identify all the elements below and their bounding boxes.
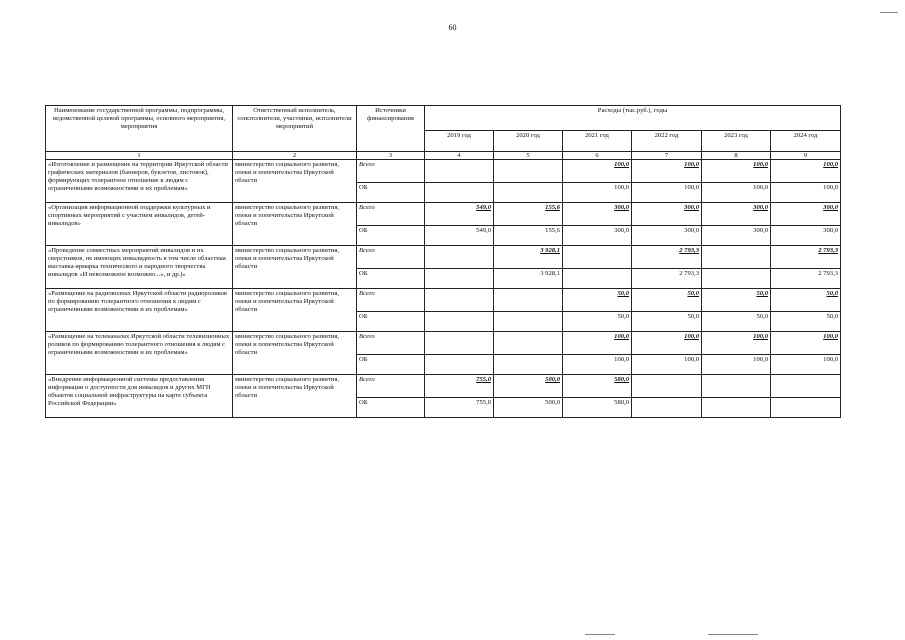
ob-value: 100,0	[563, 183, 632, 203]
ob-value	[425, 269, 494, 289]
col-header-source: Источники финансирования	[357, 106, 425, 152]
source-total-label: Всего	[357, 203, 425, 226]
ob-value: 755,0	[425, 398, 494, 418]
column-number-row	[46, 152, 841, 160]
total-value	[563, 246, 632, 269]
total-value: 100,0	[702, 160, 771, 183]
source-total-label: Всего	[357, 246, 425, 269]
ob-value: 50,0	[771, 312, 841, 332]
executor: министерство социального развития, опеки и попечительства Иркутской области	[233, 375, 357, 418]
column-number: 8	[702, 152, 771, 160]
source-ob-label: ОБ	[357, 398, 425, 418]
col-header-name: Наименование государственной программы, подпрограммы, ведомственной целевой программы, основного мероприятия, мероприятия	[46, 106, 233, 152]
total-value: 155,6	[494, 203, 563, 226]
ob-value	[702, 269, 771, 289]
total-value: 50,0	[563, 289, 632, 312]
total-value	[771, 375, 841, 398]
year-header: 2021 год	[563, 131, 632, 152]
ob-value: 2 793,3	[771, 269, 841, 289]
executor: министерство социального развития, опеки и попечительства Иркутской области	[233, 203, 357, 246]
activity-name: «Изготовление и размещение на территории Иркутской области графических материалов (баннеров, буклетов, листовок), формирующих толерантное отношение к людям с ограниченными возможностями и их проблемам»	[46, 160, 233, 203]
source-total-label: Всего	[357, 160, 425, 183]
ob-value: 300,0	[632, 226, 702, 246]
ob-value	[563, 269, 632, 289]
total-value	[494, 289, 563, 312]
activity-name: «Размещение на радиоволнах Иркутской области радиороликов по формированию толерантного отношения к людям с ограниченными возможностями и их проблемам»	[46, 289, 233, 332]
activity-name: «Размещение на телеканалах Иркутской области телевизионных роликов по формированию толерантного отношения к людям с ограниченными возможностями и их проблемам»	[46, 332, 233, 375]
ob-value: 100,0	[702, 355, 771, 375]
total-value: 100,0	[632, 160, 702, 183]
source-ob-label: ОБ	[357, 312, 425, 332]
ob-value: 50,0	[563, 312, 632, 332]
executor: министерство социального развития, опеки и попечительства Иркутской области	[233, 246, 357, 289]
scan-mark	[880, 12, 898, 13]
ob-value: 3 928,1	[494, 269, 563, 289]
ob-value: 100,0	[771, 355, 841, 375]
year-header: 2024 год	[771, 131, 841, 152]
total-value: 300,0	[771, 203, 841, 226]
total-value: 100,0	[771, 332, 841, 355]
total-value: 100,0	[632, 332, 702, 355]
ob-value: 100,0	[632, 183, 702, 203]
year-header: 2020 год	[494, 131, 563, 152]
ob-value: 155,6	[494, 226, 563, 246]
total-value: 100,0	[771, 160, 841, 183]
scan-mark	[585, 634, 615, 635]
total-value	[425, 289, 494, 312]
total-value: 580,0	[563, 375, 632, 398]
activity-name: «Внедрение информационной системы предоставления информации о доступности для инвалидов и других МГН объектов социальной инфраструктуры на карте субъекта Российской Федерации»	[46, 375, 233, 418]
activity-name: «Проведение совместных мероприятий инвалидов и их сверстников, не имеющих инвалидность в том числе областная выставка-ярмарка технического и народного творчества инвалидов «И невозможное возможно...», и др.)»	[46, 246, 233, 289]
ob-value: 300,0	[563, 226, 632, 246]
ob-value: 100,0	[771, 183, 841, 203]
year-header: 2022 год	[632, 131, 702, 152]
ob-value	[494, 355, 563, 375]
ob-value: 300,0	[771, 226, 841, 246]
table-row	[46, 289, 841, 312]
ob-value	[494, 183, 563, 203]
total-value	[494, 160, 563, 183]
ob-value	[494, 312, 563, 332]
total-value	[425, 160, 494, 183]
total-value: 3 928,1	[494, 246, 563, 269]
total-value: 50,0	[702, 289, 771, 312]
budget-table	[45, 105, 841, 418]
ob-value: 100,0	[632, 355, 702, 375]
col-header-expenses: Расходы (тыс.руб.), годы	[425, 106, 841, 131]
ob-value	[425, 183, 494, 203]
total-value: 300,0	[563, 203, 632, 226]
total-value: 2 793,3	[771, 246, 841, 269]
table-row	[46, 203, 841, 226]
executor: министерство социального развития, опеки и попечительства Иркутской области	[233, 160, 357, 203]
year-header: 2019 год	[425, 131, 494, 152]
executor: министерство социального развития, опеки и попечительства Иркутской области	[233, 332, 357, 375]
column-number: 4	[425, 152, 494, 160]
header-row	[46, 106, 841, 131]
total-value: 300,0	[632, 203, 702, 226]
source-total-label: Всего	[357, 289, 425, 312]
table-row	[46, 332, 841, 355]
column-number: 3	[357, 152, 425, 160]
total-value: 300,0	[702, 203, 771, 226]
activity-name: «Организация информационной поддержки культурных и спортивных мероприятий с участием инвалидов, детей-инвалидов»	[46, 203, 233, 246]
table-row	[46, 375, 841, 398]
total-value	[632, 375, 702, 398]
ob-value: 2 793,3	[632, 269, 702, 289]
column-number: 7	[632, 152, 702, 160]
year-header: 2023 год	[702, 131, 771, 152]
executor: министерство социального развития, опеки и попечительства Иркутской области	[233, 289, 357, 332]
total-value	[425, 332, 494, 355]
column-number: 5	[494, 152, 563, 160]
ob-value: 50,0	[702, 312, 771, 332]
total-value	[494, 332, 563, 355]
table-row	[46, 246, 841, 269]
column-number: 1	[46, 152, 233, 160]
ob-value: 100,0	[563, 355, 632, 375]
ob-value: 300,0	[702, 226, 771, 246]
source-ob-label: ОБ	[357, 183, 425, 203]
source-total-label: Всего	[357, 375, 425, 398]
ob-value	[425, 355, 494, 375]
column-number: 9	[771, 152, 841, 160]
total-value: 2 793,3	[632, 246, 702, 269]
source-ob-label: ОБ	[357, 269, 425, 289]
column-number: 6	[563, 152, 632, 160]
ob-value	[425, 312, 494, 332]
column-number: 2	[233, 152, 357, 160]
col-header-executor: Ответственный исполнитель, соисполнители, участники, исполнители мероприятий	[233, 106, 357, 152]
total-value	[425, 246, 494, 269]
page-number: 60	[448, 23, 457, 32]
scan-mark	[708, 634, 758, 635]
total-value: 100,0	[702, 332, 771, 355]
total-value: 755,0	[425, 375, 494, 398]
total-value	[702, 375, 771, 398]
total-value: 50,0	[632, 289, 702, 312]
ob-value	[632, 398, 702, 418]
table-row	[46, 160, 841, 183]
source-ob-label: ОБ	[357, 355, 425, 375]
ob-value	[771, 398, 841, 418]
total-value: 100,0	[563, 332, 632, 355]
total-value: 500,0	[494, 375, 563, 398]
ob-value: 500,0	[494, 398, 563, 418]
total-value: 100,0	[563, 160, 632, 183]
total-value	[702, 246, 771, 269]
ob-value: 50,0	[632, 312, 702, 332]
ob-value	[702, 398, 771, 418]
total-value: 50,0	[771, 289, 841, 312]
source-ob-label: ОБ	[357, 226, 425, 246]
ob-value: 580,0	[563, 398, 632, 418]
total-value: 549,0	[425, 203, 494, 226]
ob-value: 549,0	[425, 226, 494, 246]
source-total-label: Всего	[357, 332, 425, 355]
ob-value: 100,0	[702, 183, 771, 203]
